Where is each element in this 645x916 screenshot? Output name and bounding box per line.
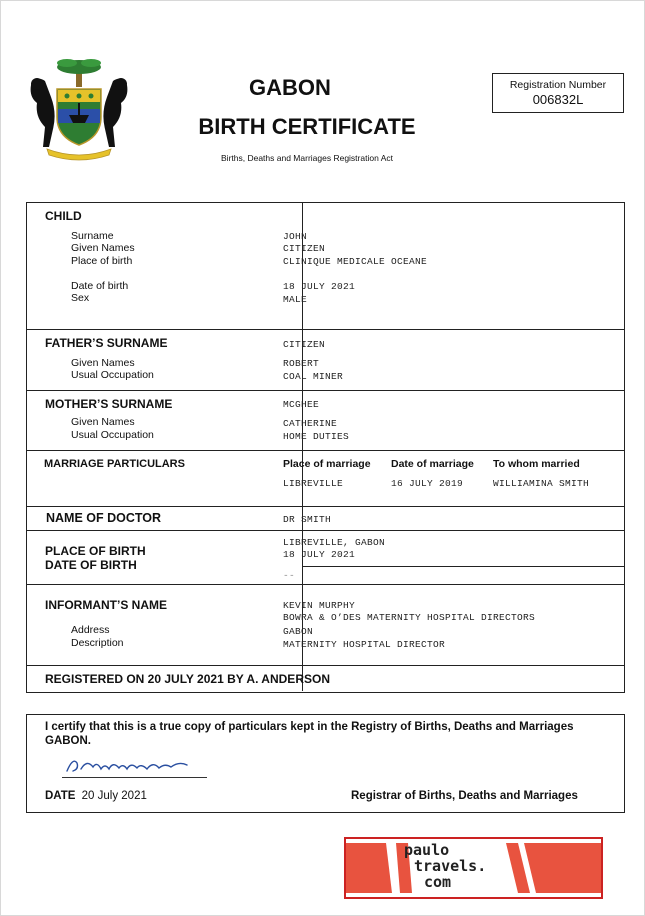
mother-surname-value: MCGHEE (283, 399, 320, 410)
document-title: BIRTH CERTIFICATE (198, 114, 416, 139)
marriage-date-column: Date of marriage (391, 458, 474, 470)
informant-description-label: Description (71, 637, 124, 649)
birth-date-value: 18 JULY 2021 (283, 549, 356, 560)
registration-number-box (492, 73, 624, 113)
logo-line-2: travels. (414, 857, 487, 875)
mother-occupation-value: HOME DUTIES (283, 431, 350, 442)
birth-place-value: LIBREVILLE, GABON (283, 537, 386, 548)
child-given-names-label: Given Names (71, 242, 135, 254)
child-given-names-value: CITIZEN (283, 243, 326, 254)
certification-text: I certify that this is a true copy of particulars kept in the Registry of Births, Deaths and Marriages GABON. (45, 721, 574, 747)
informant-address-line2: GABON (283, 626, 314, 637)
mother-given-names-value: CATHERINE (283, 418, 338, 429)
child-sex-label: Sex (71, 292, 90, 304)
doctor-heading: NAME OF DOCTOR (46, 511, 162, 525)
father-occupation-label: Usual Occupation (71, 369, 154, 381)
row-divider (27, 530, 624, 531)
father-given-names-value: ROBERT (283, 358, 320, 369)
marriage-whom-value: WILLIAMINA SMITH (493, 478, 590, 489)
cell-divider (302, 566, 624, 567)
informant-address-line1: BOWRA & O’DES MATERNITY HOSPITAL DIRECTORS (283, 612, 536, 623)
child-place-value: CLINIQUE MEDICALE OCEANE (283, 256, 428, 267)
marriage-place-value: LIBREVILLE (283, 478, 344, 489)
registration-number-value: 006832L (532, 92, 584, 107)
place-of-birth-heading: PLACE OF BIRTH (45, 544, 146, 558)
paulo-travels-logo (344, 837, 603, 899)
father-occupation-value: COAL MINER (283, 371, 344, 382)
date-label: DATE (45, 790, 76, 802)
date-value: 20 July 2021 (81, 790, 147, 802)
act-subtitle: Births, Deaths and Marriages Registration Act (221, 153, 393, 163)
father-heading: FATHER’S SURNAME (45, 336, 168, 350)
logo-text (404, 842, 524, 890)
row-divider (27, 390, 624, 391)
mother-given-names-label: Given Names (71, 416, 135, 428)
child-surname-value: JOHN (283, 231, 308, 242)
birth-extra-value: -- (283, 570, 296, 581)
informant-name-value: KEVIN MURPHY (283, 600, 356, 611)
row-divider (27, 665, 624, 666)
coat-of-arms-emblem (23, 57, 135, 161)
informant-address-label: Address (71, 624, 110, 636)
mother-occupation-label: Usual Occupation (71, 429, 154, 441)
certification-box (26, 714, 625, 813)
registrar-title: Registrar of Births, Deaths and Marriages (351, 790, 578, 802)
date-of-birth-heading: DATE OF BIRTH (45, 558, 137, 572)
row-divider (27, 329, 624, 330)
child-place-label: Place of birth (71, 255, 133, 267)
row-divider (27, 450, 624, 451)
father-given-names-label: Given Names (71, 357, 135, 369)
marriage-date-value: 16 JULY 2019 (391, 478, 464, 489)
doctor-name-value: DR SMITH (283, 514, 332, 525)
child-date-label: Date of birth (71, 280, 129, 292)
particulars-table (26, 202, 625, 693)
registered-statement: REGISTERED ON 20 JULY 2021 BY A. ANDERSON (45, 672, 330, 686)
child-heading: CHILD (45, 209, 82, 223)
row-divider (27, 584, 624, 585)
informant-description-value: MATERNITY HOSPITAL DIRECTOR (283, 639, 446, 650)
logo-line-1: paulo (404, 841, 450, 859)
row-divider (27, 506, 624, 507)
certification-date (45, 790, 147, 802)
father-surname-value: CITIZEN (283, 339, 326, 350)
signature-line (62, 777, 207, 778)
marriage-heading: MARRIAGE PARTICULARS (44, 458, 185, 470)
mother-heading: MOTHER’S SURNAME (45, 397, 173, 411)
registrar-signature (63, 753, 193, 777)
child-surname-label: Surname (71, 230, 114, 242)
child-date-value: 18 JULY 2021 (283, 281, 356, 292)
marriage-place-column: Place of marriage (283, 458, 371, 470)
informant-heading: INFORMANT’S NAME (45, 598, 167, 612)
logo-line-3: com (424, 873, 452, 891)
registration-number-label: Registration Number (509, 79, 607, 91)
marriage-whom-column: To whom married (493, 458, 580, 470)
child-sex-value: MALE (283, 294, 308, 305)
country-title: GABON (249, 75, 331, 100)
